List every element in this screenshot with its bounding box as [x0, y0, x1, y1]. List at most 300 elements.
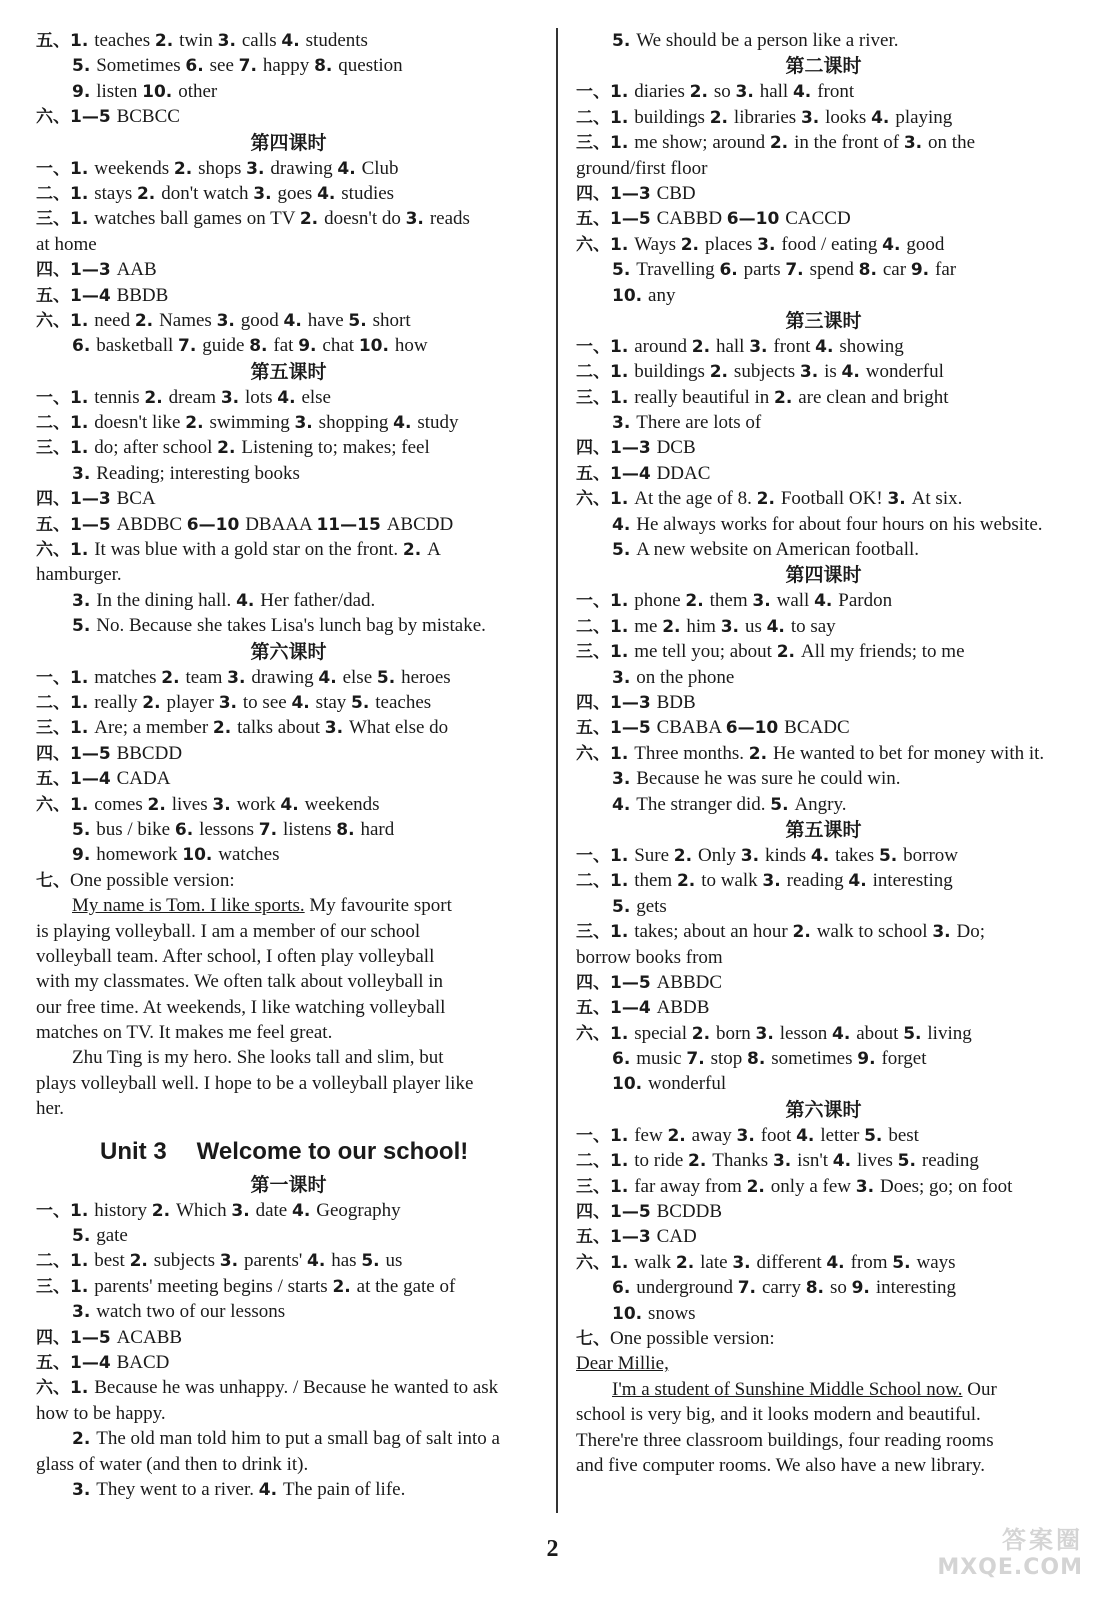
watermark-text-top: 答案圈: [1002, 1526, 1083, 1554]
question-label: 二、1.: [36, 183, 95, 204]
question-label: 10.: [612, 1074, 649, 1095]
question-label: 4.: [766, 616, 791, 637]
answer-text: different: [756, 1251, 827, 1273]
question-label: 四、1—3: [576, 692, 657, 713]
question-label: 7.: [258, 819, 283, 840]
answer-line: [576, 206, 1071, 231]
answer-line: [36, 1248, 541, 1273]
question-label: 6.: [185, 56, 210, 77]
answer-text: I'm a student of Sunshine Middle School now.: [612, 1378, 963, 1400]
question-label: 3.: [72, 463, 97, 484]
question-label: 9.: [851, 1278, 876, 1299]
question-label: 三、1.: [576, 642, 635, 663]
lesson-heading: 第六课时: [785, 1098, 862, 1121]
answer-line: [576, 1046, 1071, 1071]
answer-text: school is very big, and it looks modern and beautiful.: [576, 1404, 981, 1426]
answer-line: [576, 741, 1071, 766]
answer-text: isn't: [797, 1150, 833, 1172]
question-label: 10.: [612, 1303, 649, 1324]
question-label: 4.: [307, 1251, 332, 1272]
answer-text: BBDB: [116, 284, 169, 306]
answer-text: good: [240, 309, 284, 331]
answer-line: [576, 28, 1071, 53]
question-label: 五、1—4: [576, 463, 657, 484]
answer-text: us: [744, 615, 767, 637]
question-label: 3.: [72, 590, 97, 611]
answer-text: Do;: [956, 921, 986, 943]
answer-text: What else do: [348, 717, 449, 739]
answer-line: [576, 1174, 1071, 1199]
answer-text: reading: [786, 870, 849, 892]
answer-text: Sometimes: [96, 55, 186, 77]
answer-text: heroes: [401, 666, 451, 688]
answer-text: phone: [634, 590, 686, 612]
answer-line: [576, 1199, 1071, 1224]
answer-line: [576, 334, 1071, 359]
unit-number: Unit 3: [100, 1137, 167, 1165]
question-label: 5.: [72, 1226, 97, 1247]
question-label: 五、1.: [36, 31, 95, 51]
answer-text: takes; about an hour: [634, 921, 793, 943]
answer-text: showing: [839, 335, 904, 357]
question-label: 2.: [217, 438, 242, 459]
answer-text: far: [935, 259, 957, 281]
question-label: 7.: [238, 56, 263, 77]
lesson-heading: 第四课时: [250, 131, 327, 154]
answer-text: BCA: [116, 488, 156, 510]
question-label: 五、1—4: [36, 1352, 117, 1373]
answer-text: talks about: [237, 717, 325, 739]
answer-text: on the: [928, 132, 976, 154]
question-label: 4.: [796, 1125, 821, 1146]
question-label: 2.: [667, 1125, 692, 1146]
answer-line: [36, 588, 541, 613]
answer-text: Thanks: [712, 1150, 773, 1172]
answer-text: Football OK!: [780, 488, 888, 510]
answer-text: CAD: [656, 1226, 697, 1248]
answer-text: snows: [648, 1302, 696, 1324]
answer-text: in the front of: [794, 132, 904, 154]
question-label: 5.: [878, 845, 904, 866]
question-label: 2.: [688, 1151, 713, 1172]
question-label: 六、1.: [36, 310, 95, 331]
question-label: 六、1.: [36, 540, 95, 561]
question-label: 10.: [358, 336, 395, 357]
answer-text: stays: [94, 182, 137, 204]
question-label: 5.: [892, 1252, 917, 1273]
question-label: 二、1.: [576, 871, 635, 892]
answer-line: [36, 690, 541, 715]
answer-text: with my classmates. We often talk about volleyball in: [36, 971, 444, 993]
question-label: 2.: [769, 133, 795, 154]
answer-line: [576, 486, 1071, 511]
answer-text: Angry.: [794, 793, 847, 815]
answer-text: He wanted to bet for money with it.: [772, 742, 1045, 764]
question-label: 4.: [810, 845, 836, 866]
question-label: 5.: [72, 56, 97, 77]
answer-text: best: [888, 1124, 919, 1146]
answer-text: At the age of 8.: [634, 488, 757, 510]
answer-text: BACD: [116, 1351, 170, 1373]
answer-line: [36, 28, 541, 53]
question-label: 三、1.: [576, 387, 635, 408]
answer-text: stay: [315, 691, 352, 713]
question-label: 6.: [719, 260, 744, 281]
answer-text: weekends: [94, 157, 174, 179]
answer-line: [576, 868, 1071, 893]
answer-line: [576, 614, 1071, 639]
answer-text: looks: [825, 106, 872, 128]
question-label: 6—10: [726, 209, 786, 230]
answer-text: at home: [36, 233, 97, 255]
answer-line: [576, 257, 1071, 282]
question-label: 4.: [281, 31, 306, 51]
answer-text: doesn't like: [94, 412, 186, 434]
answer-text: My favourite sport: [304, 895, 452, 917]
answer-text: Only: [698, 844, 741, 866]
question-label: 8.: [249, 336, 274, 357]
answer-text: carry: [761, 1277, 806, 1299]
answer-text: underground: [636, 1277, 738, 1299]
answer-text: CBD: [656, 182, 696, 204]
answer-text: doesn't do: [324, 208, 406, 230]
question-label: 2.: [185, 413, 210, 434]
answer-text: guide: [202, 335, 250, 357]
answer-line: [576, 715, 1071, 740]
question-label: 六、1.: [36, 794, 95, 815]
answer-text: far away from: [634, 1175, 747, 1197]
answer-text: foot: [760, 1124, 797, 1146]
question-label: 2.: [212, 718, 238, 739]
answer-text: so: [713, 81, 736, 103]
question-label: 二、1.: [576, 1151, 635, 1172]
answer-text: buildings: [634, 106, 710, 128]
question-label: 3.: [800, 107, 826, 128]
answer-text: few: [634, 1124, 668, 1146]
answer-text: watches ball games on TV: [94, 208, 300, 230]
answer-text: from: [850, 1251, 893, 1273]
question-label: 3.: [887, 489, 912, 510]
question-label: 2.: [709, 107, 734, 128]
answer-text: best: [94, 1250, 130, 1272]
question-label: 3.: [227, 667, 252, 688]
answer-line: [576, 690, 1071, 715]
question-label: 4.: [832, 1151, 858, 1172]
question-label: 3.: [72, 1479, 97, 1500]
answer-text: takes: [835, 844, 879, 866]
answer-text: hamburger.: [36, 564, 122, 586]
question-label: 9.: [857, 1049, 882, 1070]
answer-text: A: [427, 539, 441, 561]
question-label: 9.: [910, 260, 936, 281]
question-label: 2.: [136, 183, 162, 204]
question-label: 五、1—4: [36, 769, 117, 790]
answer-text: DDAC: [656, 462, 711, 484]
answer-line: [36, 665, 541, 690]
question-label: 六、1.: [576, 1023, 635, 1044]
question-label: 6.: [174, 819, 200, 840]
answer-line: [576, 1377, 1071, 1402]
answer-text: late: [700, 1251, 733, 1273]
right-column: [576, 28, 1071, 1478]
answer-text: how: [394, 335, 428, 357]
answer-text: ABBDC: [656, 971, 723, 993]
question-label: 5.: [897, 1151, 922, 1172]
lesson-heading: 第五课时: [250, 360, 327, 383]
answer-text: dream: [168, 386, 221, 408]
answer-line: [36, 1350, 541, 1375]
question-label: 2.: [662, 616, 687, 637]
question-label: 6.: [72, 336, 97, 357]
answer-text: students: [305, 30, 368, 51]
question-label: 9.: [72, 81, 97, 102]
question-label: 六、1—5: [36, 107, 117, 128]
lesson-heading: 第二课时: [785, 55, 862, 78]
question-label: 5.: [72, 819, 97, 840]
answer-line: [36, 308, 541, 333]
answer-line: [576, 79, 1071, 104]
answer-text: Zhu Ting is my hero. She looks tall and slim, but: [72, 1047, 444, 1069]
answer-text: living: [927, 1022, 972, 1044]
question-label: 2.: [147, 794, 172, 815]
answer-text: music: [636, 1048, 687, 1070]
answer-text: on the phone: [636, 666, 735, 688]
answer-text: to walk: [701, 870, 763, 892]
question-label: 9.: [298, 336, 323, 357]
answer-text: Listening to; makes; feel: [241, 437, 430, 459]
answer-text: The old man told him to put a small bag of salt into a: [96, 1428, 500, 1450]
answer-text: BDB: [656, 691, 696, 713]
answer-text: hall: [759, 81, 793, 103]
answer-line: [36, 944, 541, 969]
answer-line: [36, 104, 541, 129]
answer-text: shops: [198, 157, 247, 179]
question-label: 4.: [792, 82, 818, 103]
question-label: 5.: [612, 896, 637, 917]
question-label: 2.: [144, 387, 169, 408]
answer-line: [36, 1299, 541, 1324]
watermark-logo: [933, 1520, 1083, 1590]
question-label: 二、1.: [36, 413, 95, 434]
answer-text: calls: [241, 30, 282, 51]
answer-text: BCADC: [784, 717, 850, 739]
answer-text: really: [94, 691, 143, 713]
answer-text: In the dining hall.: [96, 589, 237, 611]
answer-text: us: [385, 1250, 403, 1272]
answer-line: [576, 435, 1071, 460]
answer-text: shopping: [318, 412, 394, 434]
answer-text: away: [691, 1124, 737, 1146]
answer-text: around: [634, 335, 692, 357]
answer-line: [36, 1198, 541, 1223]
answer-text: him: [686, 615, 721, 637]
answer-text: Our: [962, 1378, 997, 1400]
answer-text: homework: [96, 844, 183, 866]
question-label: 五、1—3: [576, 1227, 657, 1248]
answer-line: [36, 257, 541, 282]
question-label: 4.: [291, 692, 316, 713]
answer-text: them: [634, 870, 677, 892]
question-label: 4.: [337, 158, 362, 179]
question-label: 3.: [220, 387, 246, 408]
answer-line: [576, 843, 1071, 868]
answer-line: [36, 1477, 541, 1502]
question-label: 三、1.: [36, 438, 95, 459]
unit-title: [36, 1132, 541, 1172]
answer-text: Are; a member: [94, 717, 213, 739]
question-label: 4.: [832, 1023, 857, 1044]
answer-text: All my friends; to me: [800, 641, 965, 663]
question-label: 6.: [612, 1049, 637, 1070]
answer-text: It was blue with a gold star on the front.: [94, 539, 403, 561]
question-label: 3.: [736, 1125, 761, 1146]
question-label: 2.: [746, 1176, 771, 1197]
question-label: 3.: [217, 31, 242, 51]
answer-text: Three months.: [634, 742, 749, 764]
question-label: 8.: [747, 1049, 772, 1070]
answer-text: teaches: [94, 30, 155, 51]
answer-line: [576, 1301, 1071, 1326]
answer-text: We should be a person like a river.: [636, 30, 899, 51]
answer-text: history: [94, 1199, 152, 1221]
question-label: 三、1.: [36, 1276, 95, 1297]
answer-text: forget: [881, 1048, 927, 1070]
answer-line: [576, 410, 1071, 435]
answer-text: them: [709, 590, 753, 612]
question-label: 2.: [774, 387, 799, 408]
answer-text: spend: [809, 259, 859, 281]
answer-text: CACCD: [785, 208, 851, 230]
answer-text: bus / bike: [96, 818, 175, 840]
question-label: 3.: [752, 591, 777, 612]
answer-line: [576, 105, 1071, 130]
answer-text: teaches: [375, 691, 432, 713]
answer-text: ABDB: [656, 997, 710, 1019]
answer-line: [576, 283, 1071, 308]
answer-text: how to be happy.: [36, 1402, 166, 1424]
question-label: 四、1—3: [576, 438, 657, 459]
answer-line: [36, 486, 541, 511]
answer-text: They went to a river.: [96, 1478, 259, 1500]
answer-line: [576, 1326, 1071, 1351]
answer-text: born: [715, 1022, 756, 1044]
answer-text: front: [817, 81, 855, 103]
answer-line: [36, 53, 541, 78]
question-label: 4.: [317, 183, 342, 204]
answer-text: One possible version:: [70, 869, 235, 891]
question-label: 4.: [236, 590, 261, 611]
answer-line: [36, 1401, 541, 1426]
question-label: 4.: [283, 310, 308, 331]
question-label: 5.: [770, 794, 795, 815]
answer-text: There are lots of: [636, 412, 762, 434]
question-label: 五、1—5: [576, 209, 657, 230]
answer-text: twin: [179, 30, 218, 51]
question-label: 五、1—4: [36, 285, 117, 306]
answer-line: [36, 1096, 541, 1121]
answer-text: studies: [341, 182, 395, 204]
answer-text: car: [882, 259, 911, 281]
answer-text: reading: [921, 1150, 979, 1172]
answer-text: hard: [360, 818, 395, 840]
question-label: 三、1.: [36, 718, 95, 739]
answer-text: volleyball team. After school, I often play volleyball: [36, 945, 435, 967]
answer-text: Does; go; on foot: [879, 1175, 1013, 1197]
answer-line: [36, 1045, 541, 1070]
question-label: 8.: [314, 56, 339, 77]
question-label: 2.: [675, 1252, 701, 1273]
answer-line: [576, 639, 1071, 664]
answer-line: [36, 562, 541, 587]
answer-text: study: [417, 412, 459, 434]
answer-line: [576, 461, 1071, 486]
question-label: 8.: [858, 260, 883, 281]
answer-line: [36, 206, 541, 231]
question-label: 3.: [720, 616, 745, 637]
answer-text: swimming: [209, 412, 295, 434]
question-label: 2.: [691, 1023, 716, 1044]
question-label: 3.: [405, 209, 430, 230]
answer-line: [36, 537, 541, 562]
question-label: 6—10: [725, 718, 785, 739]
answer-text: playing: [895, 106, 953, 128]
answer-text: question: [338, 55, 403, 77]
answer-text: Names: [159, 309, 217, 331]
answer-line: [576, 1224, 1071, 1249]
question-label: 4.: [280, 794, 305, 815]
answer-line: [36, 1274, 541, 1299]
question-label: 2.: [776, 642, 801, 663]
answer-text: else: [342, 666, 377, 688]
question-label: 3.: [732, 1252, 757, 1273]
answer-text: glass of water (and then to drink it).: [36, 1453, 309, 1475]
answer-text: There're three classroom buildings, four reading rooms: [576, 1429, 994, 1451]
question-label: 2.: [72, 1429, 97, 1450]
question-label: 2.: [134, 310, 160, 331]
answer-line: [36, 333, 541, 358]
question-label: 3.: [212, 794, 237, 815]
answer-text: me show; around: [634, 132, 770, 154]
answer-line: [576, 792, 1071, 817]
answer-text: lives: [857, 1150, 898, 1172]
question-label: 3.: [755, 1023, 780, 1044]
question-label: 一、1.: [576, 1125, 635, 1146]
answer-text: walk: [634, 1251, 676, 1273]
answer-text: player: [166, 691, 219, 713]
question-label: 3.: [612, 667, 637, 688]
answer-text: Ways: [634, 233, 681, 255]
column-divider: [556, 28, 558, 1513]
question-label: 2.: [689, 82, 714, 103]
answer-line: [36, 842, 541, 867]
answer-text: her.: [36, 1098, 64, 1120]
answer-text: interesting: [875, 1277, 957, 1299]
question-label: 六、1.: [36, 1378, 95, 1399]
watermark-text-bottom: MXQE.COM: [937, 1555, 1083, 1580]
question-label: 二、1.: [576, 362, 635, 383]
question-label: 3.: [762, 871, 787, 892]
answer-text: ABCDD: [386, 513, 454, 535]
question-label: 4.: [277, 387, 302, 408]
answer-line: [36, 232, 541, 257]
question-label: 10.: [142, 81, 179, 102]
question-label: 5.: [361, 1251, 386, 1272]
answer-text: good: [906, 233, 945, 255]
question-label: 4.: [318, 667, 343, 688]
question-label: 7.: [178, 336, 203, 357]
answer-text: lots: [245, 386, 278, 408]
answer-text: has: [331, 1250, 362, 1272]
